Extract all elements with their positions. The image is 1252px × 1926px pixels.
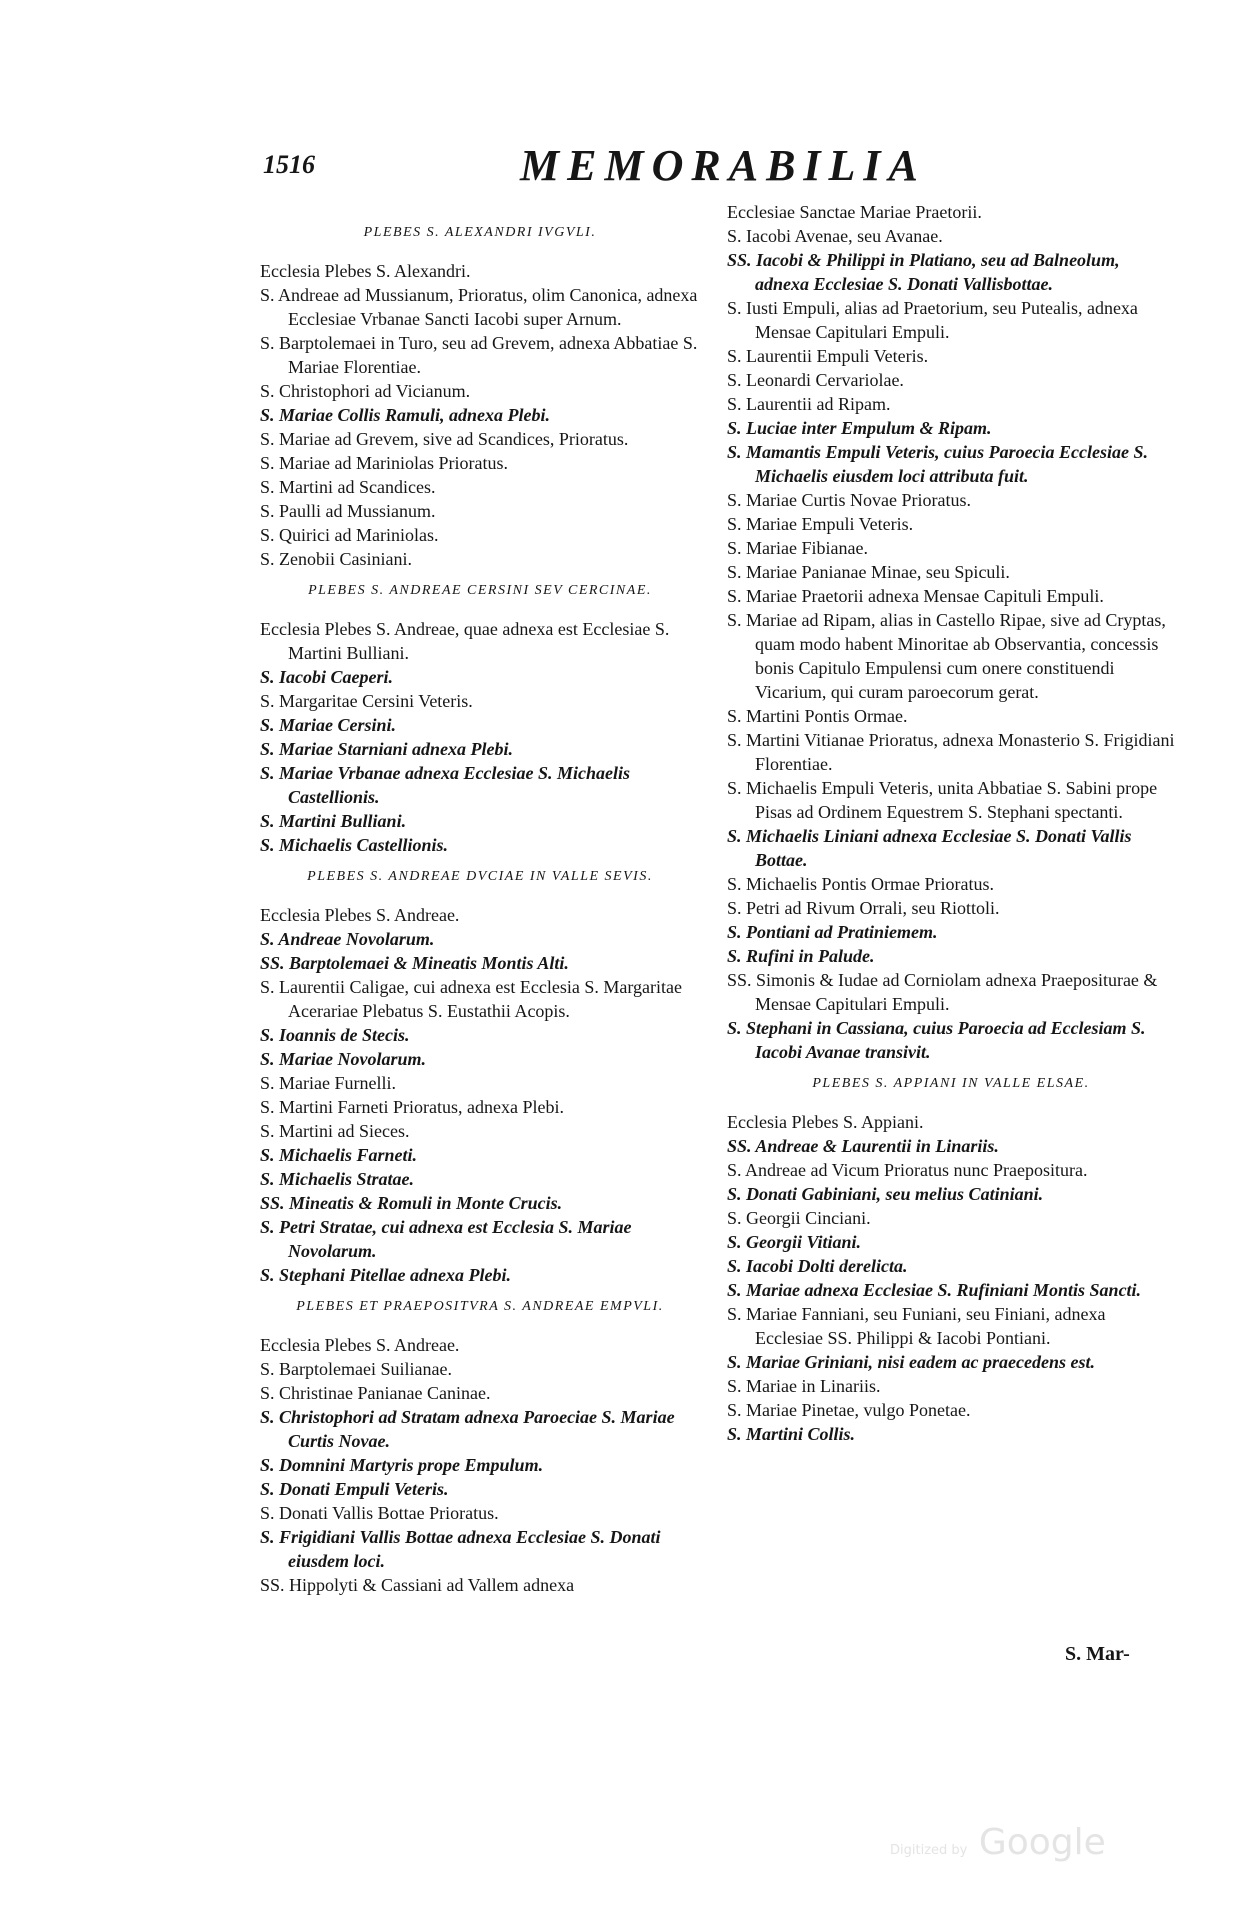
parish-entry: S. Mariae Starniani adnexa Plebi. <box>260 739 514 759</box>
watermark-prefix: Digitized by <box>890 1843 968 1858</box>
parish-entry: S. Petri ad Rivum Orrali, seu Riottoli. <box>727 898 1000 918</box>
parish-entry: S. Martini Pontis Ormae. <box>727 706 908 726</box>
parish-entry: S. Christophori ad Stratam adnexa Paroeciae S. Mariae Curtis Novae. <box>260 1407 675 1451</box>
parish-entry: Ecclesia Plebes S. Alexandri. <box>260 261 471 281</box>
parish-entry: S. Martini Bulliani. <box>260 811 407 831</box>
parish-entry: S. Mariae Furnelli. <box>260 1073 396 1093</box>
parish-entry: S. Laurentii Caligae, cui adnexa est Ecclesia S. Margaritae Acerariae Plebatus S. Eustathii Acopis. <box>260 977 683 1021</box>
parish-entry: Ecclesia Plebes S. Andreae, quae adnexa est Ecclesiae S. Martini Bulliani. <box>260 619 670 663</box>
catchword: S. Mar- <box>1065 1643 1130 1665</box>
parish-entry: S. Michaelis Liniani adnexa Ecclesiae S. Donati Vallis Bottae. <box>727 826 1132 870</box>
parish-entry: S. Donati Gabiniani, seu melius Catiniani. <box>727 1184 1044 1204</box>
section-heading: PLEBES S. ALEXANDRI IVGVLI. <box>363 225 597 240</box>
parish-entry: S. Barptolemaei Suilianae. <box>260 1359 452 1379</box>
parish-entry: S. Frigidiani Vallis Bottae adnexa Ecclesiae S. Donati eiusdem loci. <box>260 1527 661 1571</box>
parish-entry: S. Ioannis de Stecis. <box>260 1025 410 1045</box>
parish-entry: S. Donati Vallis Bottae Prioratus. <box>260 1503 499 1523</box>
parish-entry: S. Christophori ad Vicianum. <box>260 381 471 401</box>
parish-entry: S. Donati Empuli Veteris. <box>260 1479 449 1499</box>
section-heading: PLEBES S. ANDREAE CERSINI SEV CERCINAE. <box>308 583 652 598</box>
left-column <box>260 213 700 1597</box>
parish-entry: S. Petri Stratae, cui adnexa est Ecclesia S. Mariae Novolarum. <box>260 1217 632 1261</box>
parish-entry: S. Mariae Panianae Minae, seu Spiculi. <box>727 562 1010 582</box>
parish-entry: SS. Andreae & Laurentii in Linariis. <box>727 1136 999 1156</box>
parish-entry: S. Pontiani ad Pratiniemem. <box>727 922 938 942</box>
parish-entry: SS. Hippolyti & Cassiani ad Vallem adnexa <box>260 1575 575 1595</box>
parish-entry: S. Mariae in Linariis. <box>727 1376 881 1396</box>
right-column <box>727 200 1175 1446</box>
running-title: MEMORABILIA <box>520 141 926 190</box>
parish-entry: S. Leonardi Cervariolae. <box>727 370 904 390</box>
parish-entry: S. Mariae Collis Ramuli, adnexa Plebi. <box>260 405 551 425</box>
parish-entry: S. Iacobi Caeperi. <box>260 667 393 687</box>
parish-entry: SS. Barptolemaei & Mineatis Montis Alti. <box>260 953 569 973</box>
parish-entry: S. Mariae Pinetae, vulgo Ponetae. <box>727 1400 971 1420</box>
section-heading: PLEBES S. APPIANI IN VALLE ELSAE. <box>812 1076 1090 1091</box>
parish-entry: Ecclesia Plebes S. Andreae. <box>260 1335 460 1355</box>
parish-entry: S. Iacobi Dolti derelicta. <box>727 1256 908 1276</box>
parish-entry: S. Luciae inter Empulum & Ripam. <box>727 418 992 438</box>
parish-entry: S. Mariae Praetorii adnexa Mensae Capituli Empuli. <box>727 586 1104 606</box>
parish-entry: S. Martini ad Scandices. <box>260 477 436 497</box>
watermark-brand: Google <box>978 1822 1106 1863</box>
parish-entry: S. Mariae Empuli Veteris. <box>727 514 914 534</box>
parish-entry: S. Mariae ad Grevem, sive ad Scandices, Prioratus. <box>260 429 629 449</box>
parish-entry: SS. Simonis & Iudae ad Corniolam adnexa Praepositurae & Mensae Capitulari Empuli. <box>727 970 1158 1014</box>
parish-entry: S. Margaritae Cersini Veteris. <box>260 691 473 711</box>
parish-entry: S. Barptolemaei in Turo, seu ad Grevem, adnexa Abbatiae S. Mariae Florentiae. <box>260 333 698 377</box>
parish-entry: S. Stephani in Cassiana, cuius Paroecia ad Ecclesiam S. Iacobi Avanae transivit. <box>727 1018 1146 1062</box>
parish-entry: S. Martini ad Sieces. <box>260 1121 410 1141</box>
parish-entry: S. Andreae ad Mussianum, Prioratus, olim Canonica, adnexa Ecclesiae Vrbanae Sancti Iacobi super Arnum. <box>260 285 698 329</box>
parish-entry: SS. Mineatis & Romuli in Monte Crucis. <box>260 1193 563 1213</box>
parish-entry: S. Laurentii ad Ripam. <box>727 394 891 414</box>
parish-entry: S. Iacobi Avenae, seu Avanae. <box>727 226 943 246</box>
parish-entry: S. Mamantis Empuli Veteris, cuius Paroecia Ecclesiae S. Michaelis eiusdem loci attributa fuit. <box>727 442 1149 486</box>
parish-entry: S. Michaelis Farneti. <box>260 1145 418 1165</box>
parish-entry: S. Georgii Vitiani. <box>727 1232 862 1252</box>
parish-entry: S. Andreae ad Vicum Prioratus nunc Praepositura. <box>727 1160 1088 1180</box>
parish-entry: S. Michaelis Empuli Veteris, unita Abbatiae S. Sabini prope Pisas ad Ordinem Equestrem S. Stephani spectanti. <box>727 778 1158 822</box>
parish-entry: S. Martini Vitianae Prioratus, adnexa Monasterio S. Frigidiani Florentiae. <box>727 730 1175 774</box>
page-number: 1516 <box>263 150 315 179</box>
parish-entry: S. Mariae Novolarum. <box>260 1049 427 1069</box>
parish-entry: S. Quirici ad Mariniolas. <box>260 525 439 545</box>
parish-entry: S. Iusti Empuli, alias ad Praetorium, seu Putealis, adnexa Mensae Capitulari Empuli. <box>727 298 1138 342</box>
parish-entry: S. Christinae Panianae Caninae. <box>260 1383 491 1403</box>
parish-entry: S. Martini Farneti Prioratus, adnexa Plebi. <box>260 1097 564 1117</box>
parish-entry: S. Paulli ad Mussianum. <box>260 501 436 521</box>
parish-entry: S. Mariae Griniani, nisi eadem ac praecedens est. <box>727 1352 1095 1372</box>
section-heading: PLEBES S. ANDREAE DVCIAE IN VALLE SEVIS. <box>307 869 653 884</box>
parish-entry: S. Michaelis Pontis Ormae Prioratus. <box>727 874 994 894</box>
parish-entry: S. Mariae ad Ripam, alias in Castello Ripae, sive ad Cryptas, quam modo habent Minoritae ab Observantia, concessis bonis Capitulo Empulensi cum onere constituendi Vicarium, qui curam paroecorum gerat. <box>727 610 1166 702</box>
parish-entry: S. Mariae Cersini. <box>260 715 397 735</box>
parish-entry: S. Georgii Cinciani. <box>727 1208 871 1228</box>
parish-entry: S. Michaelis Stratae. <box>260 1169 415 1189</box>
parish-entry: SS. Iacobi & Philippi in Platiano, seu ad Balneolum, adnexa Ecclesiae S. Donati Vallisbottae. <box>727 250 1120 294</box>
parish-entry: S. Mariae Vrbanae adnexa Ecclesiae S. Michaelis Castellionis. <box>260 763 631 807</box>
parish-entry: S. Andreae Novolarum. <box>260 929 435 949</box>
parish-entry: Ecclesia Plebes S. Andreae. <box>260 905 460 925</box>
parish-entry: S. Mariae Curtis Novae Prioratus. <box>727 490 971 510</box>
watermark <box>890 1822 1106 1863</box>
parish-entry: S. Mariae Fibianae. <box>727 538 868 558</box>
parish-entry: S. Mariae adnexa Ecclesiae S. Rufiniani Montis Sancti. <box>727 1280 1142 1300</box>
parish-entry: S. Domnini Martyris prope Empulum. <box>260 1455 544 1475</box>
parish-entry: S. Mariae Fanniani, seu Funiani, seu Finiani, adnexa Ecclesiae SS. Philippi & Iacobi Pontiani. <box>727 1304 1106 1348</box>
parish-entry: S. Rufini in Palude. <box>727 946 875 966</box>
parish-entry: Ecclesiae Sanctae Mariae Praetorii. <box>727 202 982 222</box>
parish-entry: S. Stephani Pitellae adnexa Plebi. <box>260 1265 511 1285</box>
parish-entry: S. Mariae ad Mariniolas Prioratus. <box>260 453 508 473</box>
parish-entry: S. Zenobii Casiniani. <box>260 549 412 569</box>
parish-entry: S. Martini Collis. <box>727 1424 856 1444</box>
parish-entry: S. Michaelis Castellionis. <box>260 835 449 855</box>
parish-entry: Ecclesia Plebes S. Appiani. <box>727 1112 924 1132</box>
parish-entry: S. Laurentii Empuli Veteris. <box>727 346 929 366</box>
section-heading: PLEBES ET PRAEPOSITVRA S. ANDREAE EMPVLI. <box>296 1299 664 1314</box>
